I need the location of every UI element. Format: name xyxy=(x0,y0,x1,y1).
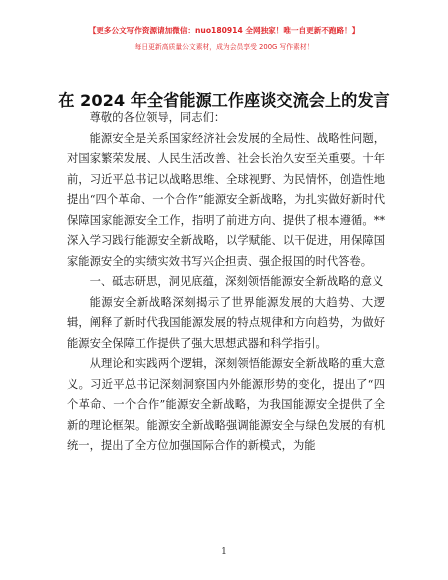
section-heading: 一、砥志研思，洞见底蕴，深刻领悟能源安全新战略的意义 xyxy=(89,275,384,288)
document-title: 在 2024 年全省能源工作座谈交流会上的发言 xyxy=(58,91,390,110)
promo-banner-line-1: 【更多公文写作资源请加微信：nuo180914 全网独家！唯一自更新不跑路！】 xyxy=(88,26,360,35)
document-body xyxy=(67,108,385,457)
body-paragraph: 能源安全是关系国家经济社会发展的全局性、战略性问题，对国家繁荣发展、人民生活改善、社会长治久安至关重要。十年前，习近平总书记以战略思维、全球视野、为民情怀，创造性地提出“四个革命、一个合作”能源安全新战略，为扎实做好新时代保障国家能源安全工作，指明了前进方向、提供了根本遵循。**深入学习践行能源安全新战略，以学赋能、以干促进，用保障国家能源安全的实绩实效书写兴企担责、强企报国的时代答卷。 xyxy=(67,131,385,268)
body-paragraph: 能源安全新战略深刻揭示了世界能源发展的大趋势、大逻辑，阐释了新时代我国能源发展的特点规律和方向趋势，为做好能源安全保障工作提供了强大思想武器和科学指引。 xyxy=(67,295,385,350)
body-paragraph: 从理论和实践两个逻辑，深刻领悟能源安全新战略的重大意义。习近平总书记深刻洞察国内外能源形势的变化，提出了“四个革命、一个合作”能源安全新战略，为我国能源安全提供了全新的理论框架。能源安全新战略强调能源安全与绿色发展的有机统一，提出了全方位加强国际合作的新模式，为能 xyxy=(67,357,385,452)
promo-banner-line-2: 每日更新高质量公文素材，成为会员享受 200G 写作素材！ xyxy=(134,43,314,51)
page-number: 1 xyxy=(221,547,227,557)
salutation: 尊敬的各位领导，同志们： xyxy=(89,111,226,124)
